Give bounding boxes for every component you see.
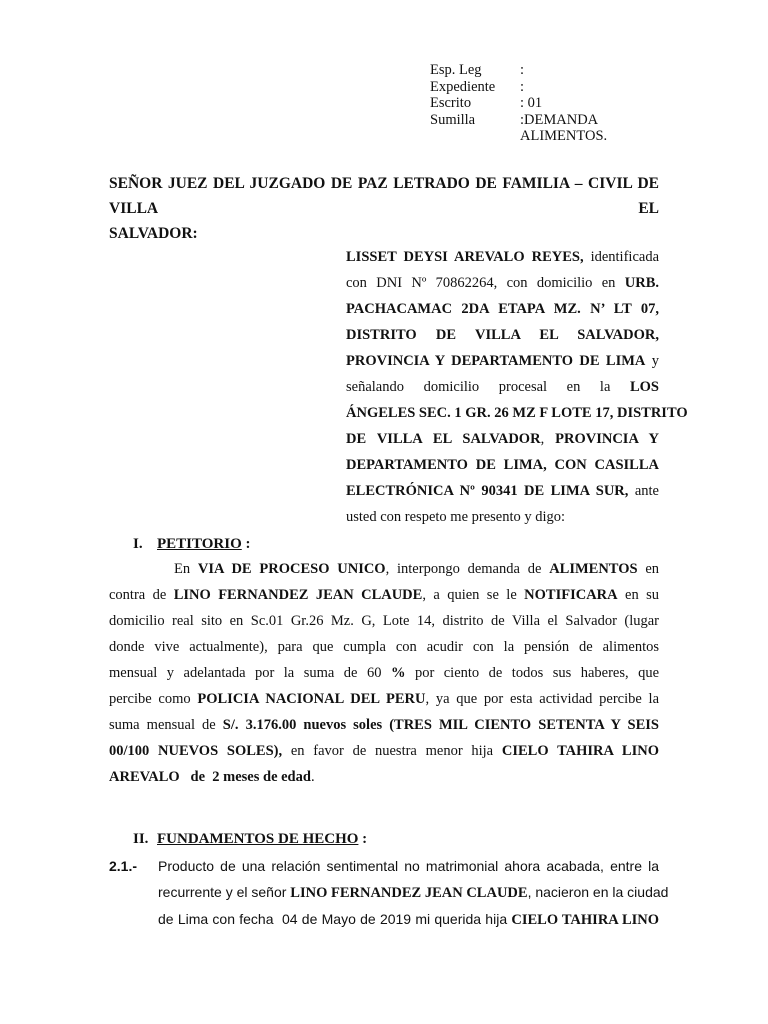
text-run: , a quien se le [422, 587, 517, 603]
item-number: 2.1.- [109, 858, 138, 874]
paragraph-line [109, 582, 659, 608]
party-text: ante [634, 483, 659, 499]
text-run: contra de [109, 587, 167, 603]
party-text: señalando domicilio procesal en la [346, 379, 611, 395]
header-row [430, 62, 680, 79]
bold-run: 00/100 NUEVOS SOLES), [109, 743, 283, 759]
paragraph-line [158, 906, 659, 933]
header-row [430, 128, 680, 145]
bold-run: CIELO TAHIRA LINO [511, 912, 660, 928]
text-run: , interpongo demanda de [385, 561, 542, 577]
party-bold: LOS [629, 379, 659, 395]
party-line [346, 400, 688, 426]
header-key: Esp. Leg [430, 62, 482, 78]
bold-run: % [390, 665, 406, 681]
bold-run: CIELO TAHIRA LINO [501, 743, 659, 759]
party-line [346, 374, 659, 400]
text-run: domicilio real sito en Sc.01 Gr.26 Mz. G, Lote 14, distrito de Villa el Salvador (lugar [109, 613, 659, 629]
case-header [430, 62, 680, 145]
text-run: , nacieron en la ciudad [527, 884, 669, 900]
paragraph-line [109, 660, 659, 686]
paragraph-line [109, 686, 659, 712]
bold-run: ALIMENTOS [549, 561, 638, 577]
section-number: II. [133, 831, 149, 847]
text-run: En [174, 561, 191, 577]
bold-run: NOTIFICARA [524, 587, 618, 603]
paragraph-line [109, 764, 659, 790]
party-bold: ELECTRÓNICA Nº 90341 DE LIMA SUR, [346, 483, 629, 499]
party-identification [346, 244, 688, 530]
header-value: ALIMENTOS. [520, 128, 608, 144]
header-key: Expediente [430, 78, 496, 95]
party-bold: DEPARTAMENTO DE LIMA, CON CASILLA [346, 457, 659, 473]
header-value: : [520, 62, 525, 78]
party-bold: DISTRITO DE VILLA EL SALVADOR, [346, 327, 659, 343]
item-text [158, 853, 669, 933]
text-run: mensual y adelantada por la suma de 60 [109, 665, 382, 681]
bold-run: AREVALO de 2 meses de edad [109, 769, 311, 785]
paragraph-line [109, 738, 659, 764]
header-value: : 01 [520, 95, 543, 111]
paragraph-line [109, 556, 659, 582]
addressee [109, 171, 659, 246]
party-text: y [651, 353, 660, 369]
party-text: identificada [590, 249, 659, 265]
header-value: : [520, 78, 525, 95]
party-line [346, 244, 659, 270]
paragraph-line [158, 879, 669, 906]
bold-run: S/. 3.176.00 nuevos soles (TRES MIL CIENTO SETENTA Y SEIS [222, 717, 659, 733]
party-bold: DE VILLA EL SALVADOR [346, 431, 541, 447]
text-run: . [310, 769, 315, 785]
petitorio-paragraph [109, 556, 659, 790]
party-line [346, 270, 659, 296]
party-line [346, 322, 659, 348]
text-run: suma mensual de [109, 717, 216, 733]
text-run: en favor de nuestra menor hija [290, 743, 494, 759]
paragraph-line [109, 712, 659, 738]
header-row [430, 79, 680, 96]
header-key [430, 128, 520, 145]
bold-run: LINO FERNANDEZ JEAN CLAUDE [173, 587, 423, 603]
text-run: en su [625, 587, 660, 603]
section-title: PETITORIO [157, 536, 242, 552]
text-run: recurrente y el señor [158, 884, 287, 900]
party-bold: URB. [624, 275, 660, 291]
text-run: , ya que por esta actividad percibe la [425, 691, 660, 707]
section-heading-fundamentos [133, 831, 367, 848]
text-run: donde vive actualmente), para que cumpla con acudir con la pensión de alimentos [109, 639, 659, 655]
text-run: de Lima con fecha 04 de Mayo de 2019 mi querida hija [158, 911, 508, 927]
section-suffix: : [241, 536, 251, 552]
party-bold: PROVINCIA Y [555, 431, 659, 447]
text-run: Producto de una relación sentimental no matrimonial ahora acabada, entre la [158, 858, 659, 874]
addressee-line: SALVADOR: [109, 225, 198, 242]
paragraph-line [109, 608, 659, 634]
party-text: usted con respeto me presento y digo: [346, 509, 566, 525]
text-run: en [645, 561, 660, 577]
section-heading-petitorio [133, 536, 251, 553]
bold-run: VIA DE PROCESO UNICO [197, 561, 386, 577]
header-row [430, 95, 680, 112]
party-line [346, 348, 659, 374]
section-suffix: : [358, 831, 368, 847]
party-line [346, 504, 659, 530]
party-line [346, 296, 659, 322]
bold-run: POLICIA NACIONAL DEL PERU [197, 691, 426, 707]
text-run: por ciento de todos sus haberes, que [414, 665, 660, 681]
header-key: Sumilla [430, 111, 476, 128]
plaintiff-name: LISSET DEYSI AREVALO REYES, [346, 249, 584, 265]
paragraph-line [109, 634, 659, 660]
bold-run: LINO FERNANDEZ JEAN CLAUDE [290, 885, 528, 901]
header-key: Escrito [430, 95, 472, 111]
party-text: , [540, 431, 545, 447]
party-line [346, 452, 659, 478]
section-number: I. [133, 536, 143, 552]
header-value: :DEMANDA [520, 111, 599, 128]
party-bold: PROVINCIA Y DEPARTAMENTO DE LIMA [346, 353, 646, 369]
party-bold: ÁNGELES SEC. 1 GR. 26 MZ F LOTE 17, DISTRITO [346, 405, 688, 421]
header-row [430, 112, 680, 129]
party-line [346, 426, 659, 452]
party-line [346, 478, 659, 504]
text-run: percibe como [109, 691, 191, 707]
party-bold: PACHACAMAC 2DA ETAPA MZ. N’ LT 07, [346, 301, 659, 317]
party-text: con DNI Nº 70862264, con domicilio en [346, 275, 616, 291]
addressee-line: SEÑOR JUEZ DEL JUZGADO DE PAZ LETRADO DE FAMILIA – CIVIL DE VILLA EL [109, 175, 659, 217]
paragraph-line [158, 853, 659, 879]
section-title: FUNDAMENTOS DE HECHO [157, 831, 359, 847]
